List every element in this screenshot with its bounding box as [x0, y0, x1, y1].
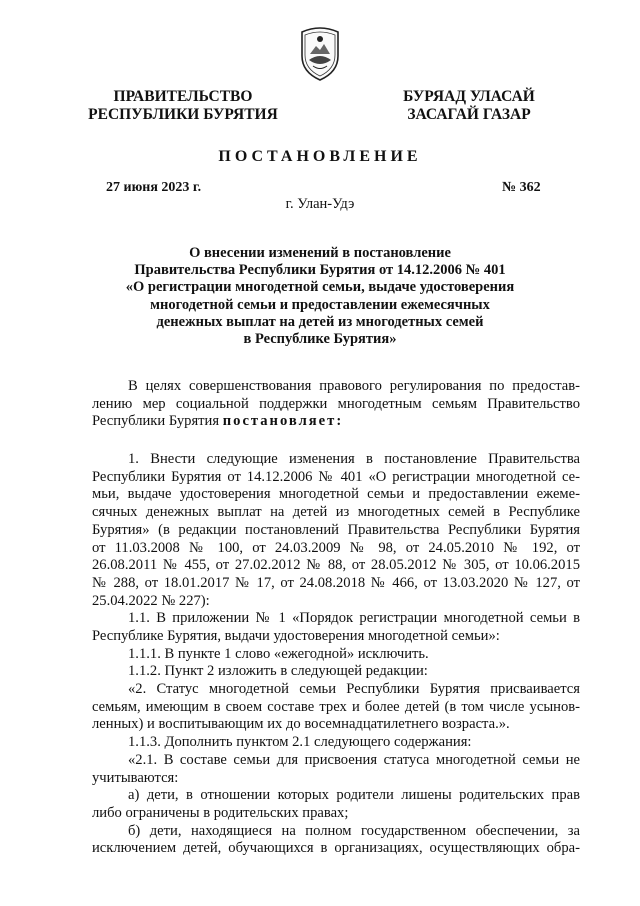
- document-type: ПОСТАНОВЛЕНИЕ: [218, 148, 422, 165]
- preamble-line: лению мер социальной поддержки многодетным семьям Правительство: [92, 395, 580, 412]
- body-line: Республике Бурятия, выдачи удостоверения многодетной семьи»:: [92, 627, 500, 644]
- document-body: [92, 378, 580, 858]
- body-line: 25.04.2022 № 227):: [92, 592, 210, 609]
- title-line: денежных выплат на детей из многодетных семей: [156, 313, 484, 330]
- header-right-bua: [384, 88, 554, 124]
- body-line: учитываются:: [92, 769, 179, 786]
- header-right-line-2: ЗАСАГАЙ ГАЗАР: [407, 106, 531, 123]
- title-line: «О регистрации многодетной семьи, выдаче удостоверения: [125, 279, 515, 296]
- body-line: Бурятия» (в редакции постановлений Правительства Республики Бурятия: [92, 521, 580, 538]
- preamble-line-last: [92, 413, 580, 431]
- body-line: сячных денежных выплат на детей из многодетных семей в Республике: [92, 504, 580, 521]
- body-line: 1.1.1. В пункте 1 слово «ежегодной» исключить.: [128, 645, 429, 662]
- body-line: ленных) и воспитывающим их до восемнадцатилетнего возраста.».: [92, 716, 510, 733]
- body-line: семьям, имеющим в своем составе трех и более детей (в том числе усынов-: [92, 698, 580, 715]
- body-line: «2.1. В составе семьи для присвоения статуса многодетной семьи не: [128, 751, 580, 768]
- preamble-line: В целях совершенствования правового регулирования по предостав-: [128, 378, 580, 394]
- title-line: Правительства Республики Бурятия от 14.12.2006 № 401: [134, 262, 506, 279]
- body-line: от 11.03.2008 № 100, от 24.03.2009 № 98, от 24.05.2010 № 192, от: [92, 539, 580, 556]
- body-line: исключением детей, обучающихся в организациях, осуществляющих обра-: [92, 840, 580, 857]
- body-line: мьи, выдаче удостоверения многодетной семьи и предоставлении ежеме-: [92, 486, 580, 503]
- title-line: многодетной семьи и предоставлении ежемесячных: [150, 296, 490, 313]
- preamble-prefix: Республики Бурятия: [92, 413, 223, 430]
- body-line: «2. Статус многодетной семьи Республики Бурятия присваивается: [128, 681, 580, 698]
- preamble-keyword: постановляет:: [222, 413, 344, 430]
- header-left-ru: [78, 88, 288, 124]
- preamble: [92, 378, 580, 431]
- body-line: Республики Бурятия от 14.12.2006 № 401 «О регистрации многодетной се-: [92, 468, 580, 485]
- header-left-line-2: РЕСПУБЛИКИ БУРЯТИЯ: [88, 106, 278, 123]
- body-line: 26.08.2011 № 455, от 27.02.2012 № 88, от 28.05.2012 № 305, от 10.06.2015: [92, 557, 580, 574]
- title-line: в Республике Бурятия»: [243, 331, 397, 348]
- header-left-line-1: ПРАВИТЕЛЬСТВО: [113, 88, 253, 105]
- clauses: [92, 451, 580, 858]
- body-line: 1.1.3. Дополнить пунктом 2.1 следующего содержания:: [128, 734, 472, 751]
- body-line: 1. Внести следующие изменения в постановление Правительства: [128, 451, 580, 468]
- header-right-line-1: БУРЯАД УЛАСАЙ: [403, 88, 535, 105]
- document-date: 27 июня 2023 г.: [106, 180, 202, 195]
- body-line: либо ограничены в родительских правах;: [92, 804, 349, 821]
- document-city: г. Улан-Удэ: [285, 196, 355, 212]
- body-line: а) дети, в отношении которых родители лишены родительских прав: [128, 787, 580, 804]
- document-number: № 362: [502, 180, 541, 195]
- body-line: б) дети, находящиеся на полном государственном обеспечении, за: [128, 822, 580, 839]
- body-line: 1.1.2. Пункт 2 изложить в следующей редакции:: [128, 663, 428, 680]
- coat-of-arms-emblem: [298, 22, 342, 82]
- document-title: [100, 245, 540, 348]
- body-line: № 288, от 18.01.2017 № 17, от 24.08.2018 № 466, от 13.03.2020 № 127, от: [92, 574, 580, 591]
- body-line: 1.1. В приложении № 1 «Порядок регистрации многодетной семьи в: [128, 610, 580, 627]
- title-line: О внесении изменений в постановление: [189, 245, 451, 261]
